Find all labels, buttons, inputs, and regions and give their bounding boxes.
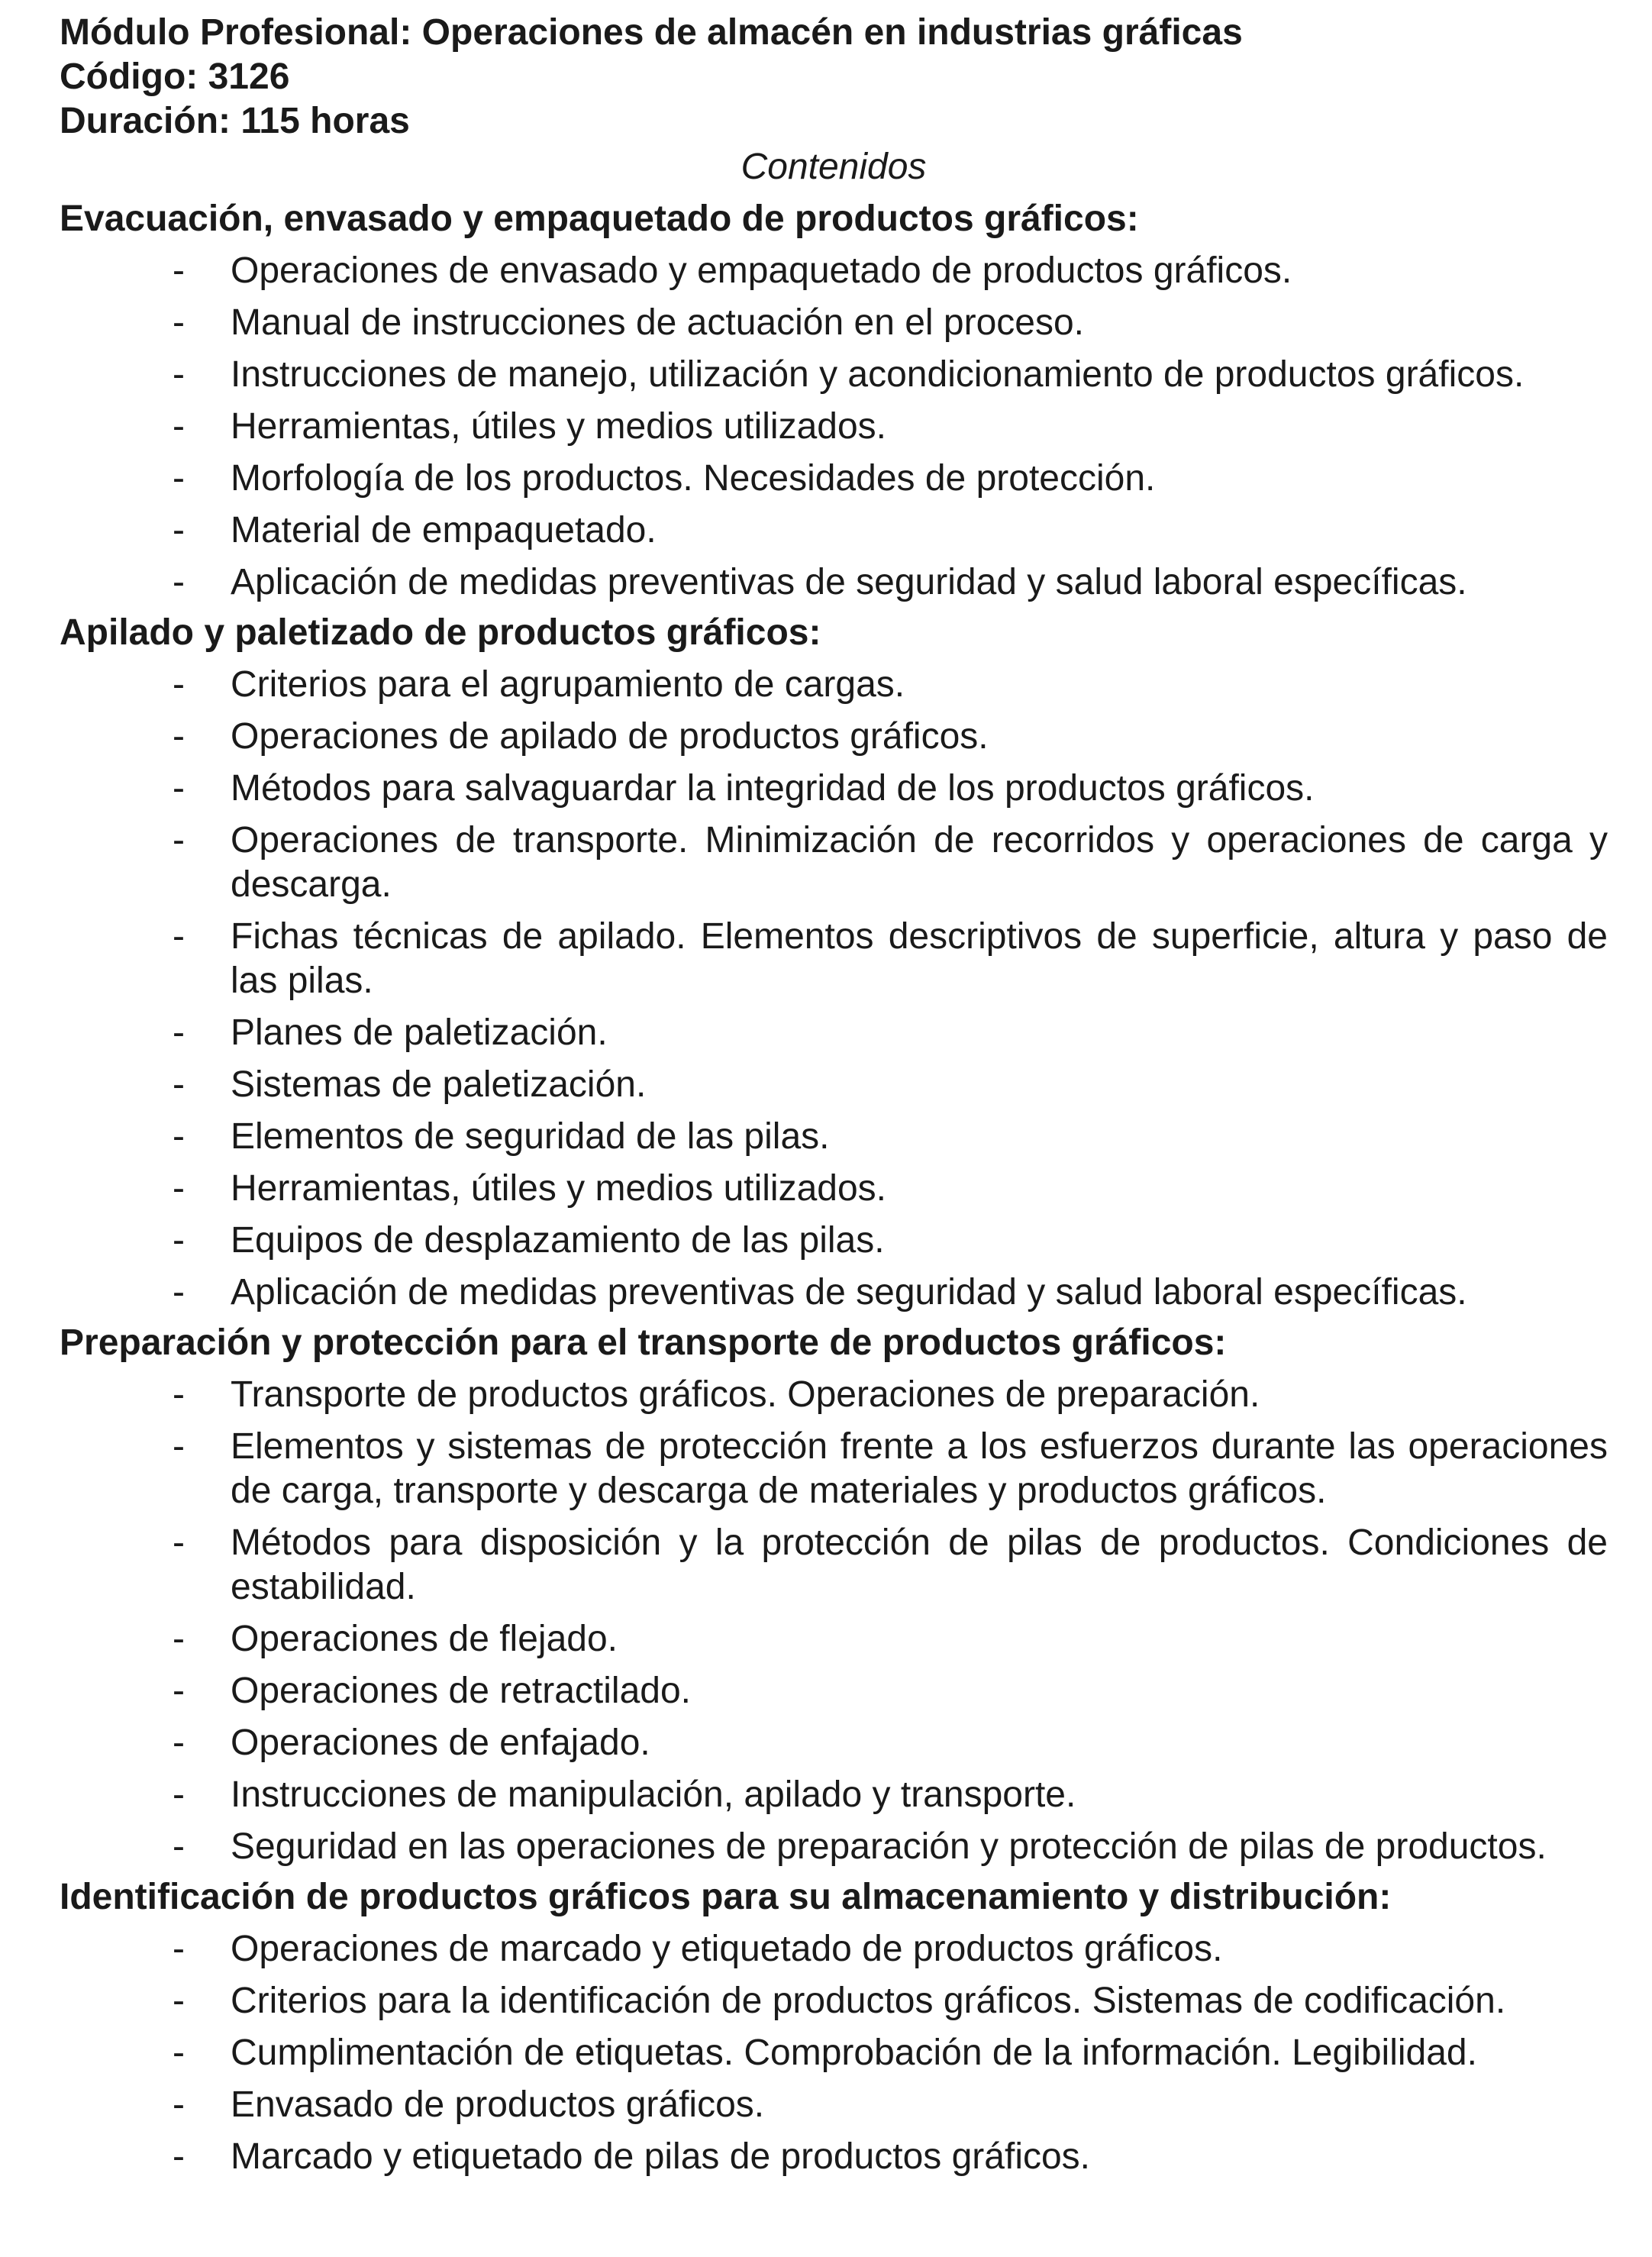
list-item-text: Herramientas, útiles y medios utilizados.	[231, 406, 887, 447]
list-item	[60, 915, 1608, 1003]
bullet-dash: -	[173, 1522, 185, 1563]
list-item	[60, 509, 1608, 553]
bullet-dash: -	[173, 1671, 185, 1711]
bullet-dash: -	[173, 716, 185, 757]
list-item-text: Sistemas de paletización.	[231, 1064, 647, 1105]
list-item	[60, 1927, 1608, 1971]
section-title: Apilado y paletizado de productos gráficos:	[60, 612, 821, 653]
list-item-text: Elementos de seguridad de las pilas.	[231, 1116, 830, 1157]
list-item	[60, 1979, 1608, 2023]
bullet-dash: -	[173, 1929, 185, 1969]
content-section	[60, 1321, 1608, 1869]
bullet-dash: -	[173, 1116, 185, 1157]
list-item-text: Material de empaquetado.	[231, 510, 657, 551]
bullet-dash: -	[173, 1774, 185, 1815]
bullet-dash: -	[173, 406, 185, 447]
document-page	[60, 11, 1608, 2179]
list-item	[60, 819, 1608, 907]
bullet-dash: -	[173, 1426, 185, 1467]
list-item	[60, 1167, 1608, 1211]
list-item-text: Operaciones de flejado.	[231, 1619, 618, 1659]
section-title: Preparación y protección para el transporte de productos gráficos:	[60, 1322, 1227, 1363]
content-section	[60, 611, 1608, 1315]
bullet-dash: -	[173, 1272, 185, 1313]
list-item	[60, 2083, 1608, 2127]
list-item	[60, 1669, 1608, 1713]
list-item	[60, 1373, 1608, 1417]
section-title: Identificación de productos gráficos para su almacenamiento y distribución:	[60, 1877, 1392, 1917]
bullet-dash: -	[173, 354, 185, 395]
list-item	[60, 1063, 1608, 1107]
contents-sections	[60, 197, 1608, 2179]
list-item-text: Envasado de productos gráficos.	[231, 2084, 765, 2125]
bullet-dash: -	[173, 1220, 185, 1261]
section-item-list	[60, 1373, 1608, 1869]
bullet-dash: -	[173, 2084, 185, 2125]
module-title: Módulo Profesional: Operaciones de almacén en industrias gráficas	[60, 12, 1243, 53]
module-duration: Duración: 115 horas	[60, 101, 410, 141]
list-item	[60, 1521, 1608, 1610]
list-item	[60, 2031, 1608, 2075]
list-item	[60, 301, 1608, 345]
list-item-text: Transporte de productos gráficos. Operaciones de preparación.	[231, 1374, 1260, 1415]
list-item	[60, 1773, 1608, 1817]
list-item	[60, 1011, 1608, 1055]
list-item	[60, 353, 1608, 397]
list-item-text: Seguridad en las operaciones de preparación y protección de pilas de productos.	[231, 1826, 1547, 1867]
list-item	[60, 405, 1608, 449]
bullet-dash: -	[173, 1168, 185, 1209]
bullet-dash: -	[173, 562, 185, 602]
list-item	[60, 1825, 1608, 1869]
list-item	[60, 663, 1608, 707]
list-item-text: Herramientas, útiles y medios utilizados.	[231, 1168, 887, 1209]
list-item-text: Manual de instrucciones de actuación en el proceso.	[231, 302, 1085, 343]
list-item-text: Operaciones de marcado y etiquetado de productos gráficos.	[231, 1929, 1223, 1969]
list-item-text: Equipos de desplazamiento de las pilas.	[231, 1220, 885, 1261]
contents-heading: Contenidos	[740, 147, 927, 187]
bullet-dash: -	[173, 1619, 185, 1659]
list-item-text: Marcado y etiquetado de pilas de productos gráficos.	[231, 2136, 1091, 2177]
bullet-dash: -	[173, 2136, 185, 2177]
bullet-dash: -	[173, 916, 185, 957]
module-code: Código: 3126	[60, 57, 290, 97]
list-item	[60, 1271, 1608, 1315]
list-item	[60, 767, 1608, 811]
bullet-dash: -	[173, 1374, 185, 1415]
list-item-text: Planes de paletización.	[231, 1012, 608, 1053]
list-item-text: Elementos y sistemas de protección frente a los esfuerzos durante las operaciones de carga, transporte y descarga de materiales y productos gráficos.	[231, 1426, 1608, 1511]
list-item-text: Operaciones de envasado y empaquetado de productos gráficos.	[231, 250, 1292, 291]
content-section	[60, 197, 1608, 605]
bullet-dash: -	[173, 1064, 185, 1105]
list-item	[60, 560, 1608, 605]
bullet-dash: -	[173, 302, 185, 343]
bullet-dash: -	[173, 1826, 185, 1867]
list-item	[60, 2135, 1608, 2179]
list-item-text: Cumplimentación de etiquetas. Comprobación de la información. Legibilidad.	[231, 2033, 1477, 2073]
bullet-dash: -	[173, 2033, 185, 2073]
list-item-text: Métodos para disposición y la protección de pilas de productos. Condiciones de estabilidad.	[231, 1522, 1608, 1607]
bullet-dash: -	[173, 820, 185, 861]
list-item-text: Instrucciones de manejo, utilización y acondicionamiento de productos gráficos.	[231, 354, 1525, 395]
list-item-text: Métodos para salvaguardar la integridad de los productos gráficos.	[231, 768, 1315, 809]
list-item	[60, 715, 1608, 759]
list-item-text: Instrucciones de manipulación, apilado y transporte.	[231, 1774, 1076, 1815]
list-item-text: Morfología de los productos. Necesidades de protección.	[231, 458, 1156, 499]
list-item	[60, 1425, 1608, 1513]
bullet-dash: -	[173, 1723, 185, 1763]
section-item-list	[60, 1927, 1608, 2179]
list-item-text: Operaciones de retractilado.	[231, 1671, 691, 1711]
section-item-list	[60, 249, 1608, 605]
list-item-text: Operaciones de enfajado.	[231, 1723, 650, 1763]
content-section	[60, 1875, 1608, 2179]
bullet-dash: -	[173, 1981, 185, 2021]
list-item-text: Aplicación de medidas preventivas de seguridad y salud laboral específicas.	[231, 562, 1467, 602]
section-title: Evacuación, envasado y empaquetado de productos gráficos:	[60, 199, 1139, 239]
section-item-list	[60, 663, 1608, 1315]
bullet-dash: -	[173, 664, 185, 705]
bullet-dash: -	[173, 458, 185, 499]
list-item-text: Criterios para la identificación de productos gráficos. Sistemas de codificación.	[231, 1981, 1506, 2021]
list-item	[60, 1617, 1608, 1661]
list-item-text: Aplicación de medidas preventivas de seguridad y salud laboral específicas.	[231, 1272, 1467, 1313]
list-item-text: Operaciones de transporte. Minimización de recorridos y operaciones de carga y descarga.	[231, 820, 1608, 905]
list-item	[60, 1115, 1608, 1159]
list-item	[60, 1721, 1608, 1765]
list-item-text: Criterios para el agrupamiento de cargas.	[231, 664, 905, 705]
list-item	[60, 1219, 1608, 1263]
bullet-dash: -	[173, 768, 185, 809]
list-item	[60, 249, 1608, 293]
list-item-text: Operaciones de apilado de productos gráficos.	[231, 716, 989, 757]
bullet-dash: -	[173, 510, 185, 551]
bullet-dash: -	[173, 1012, 185, 1053]
list-item-text: Fichas técnicas de apilado. Elementos descriptivos de superficie, altura y paso de las pilas.	[231, 916, 1608, 1001]
list-item	[60, 457, 1608, 501]
bullet-dash: -	[173, 250, 185, 291]
